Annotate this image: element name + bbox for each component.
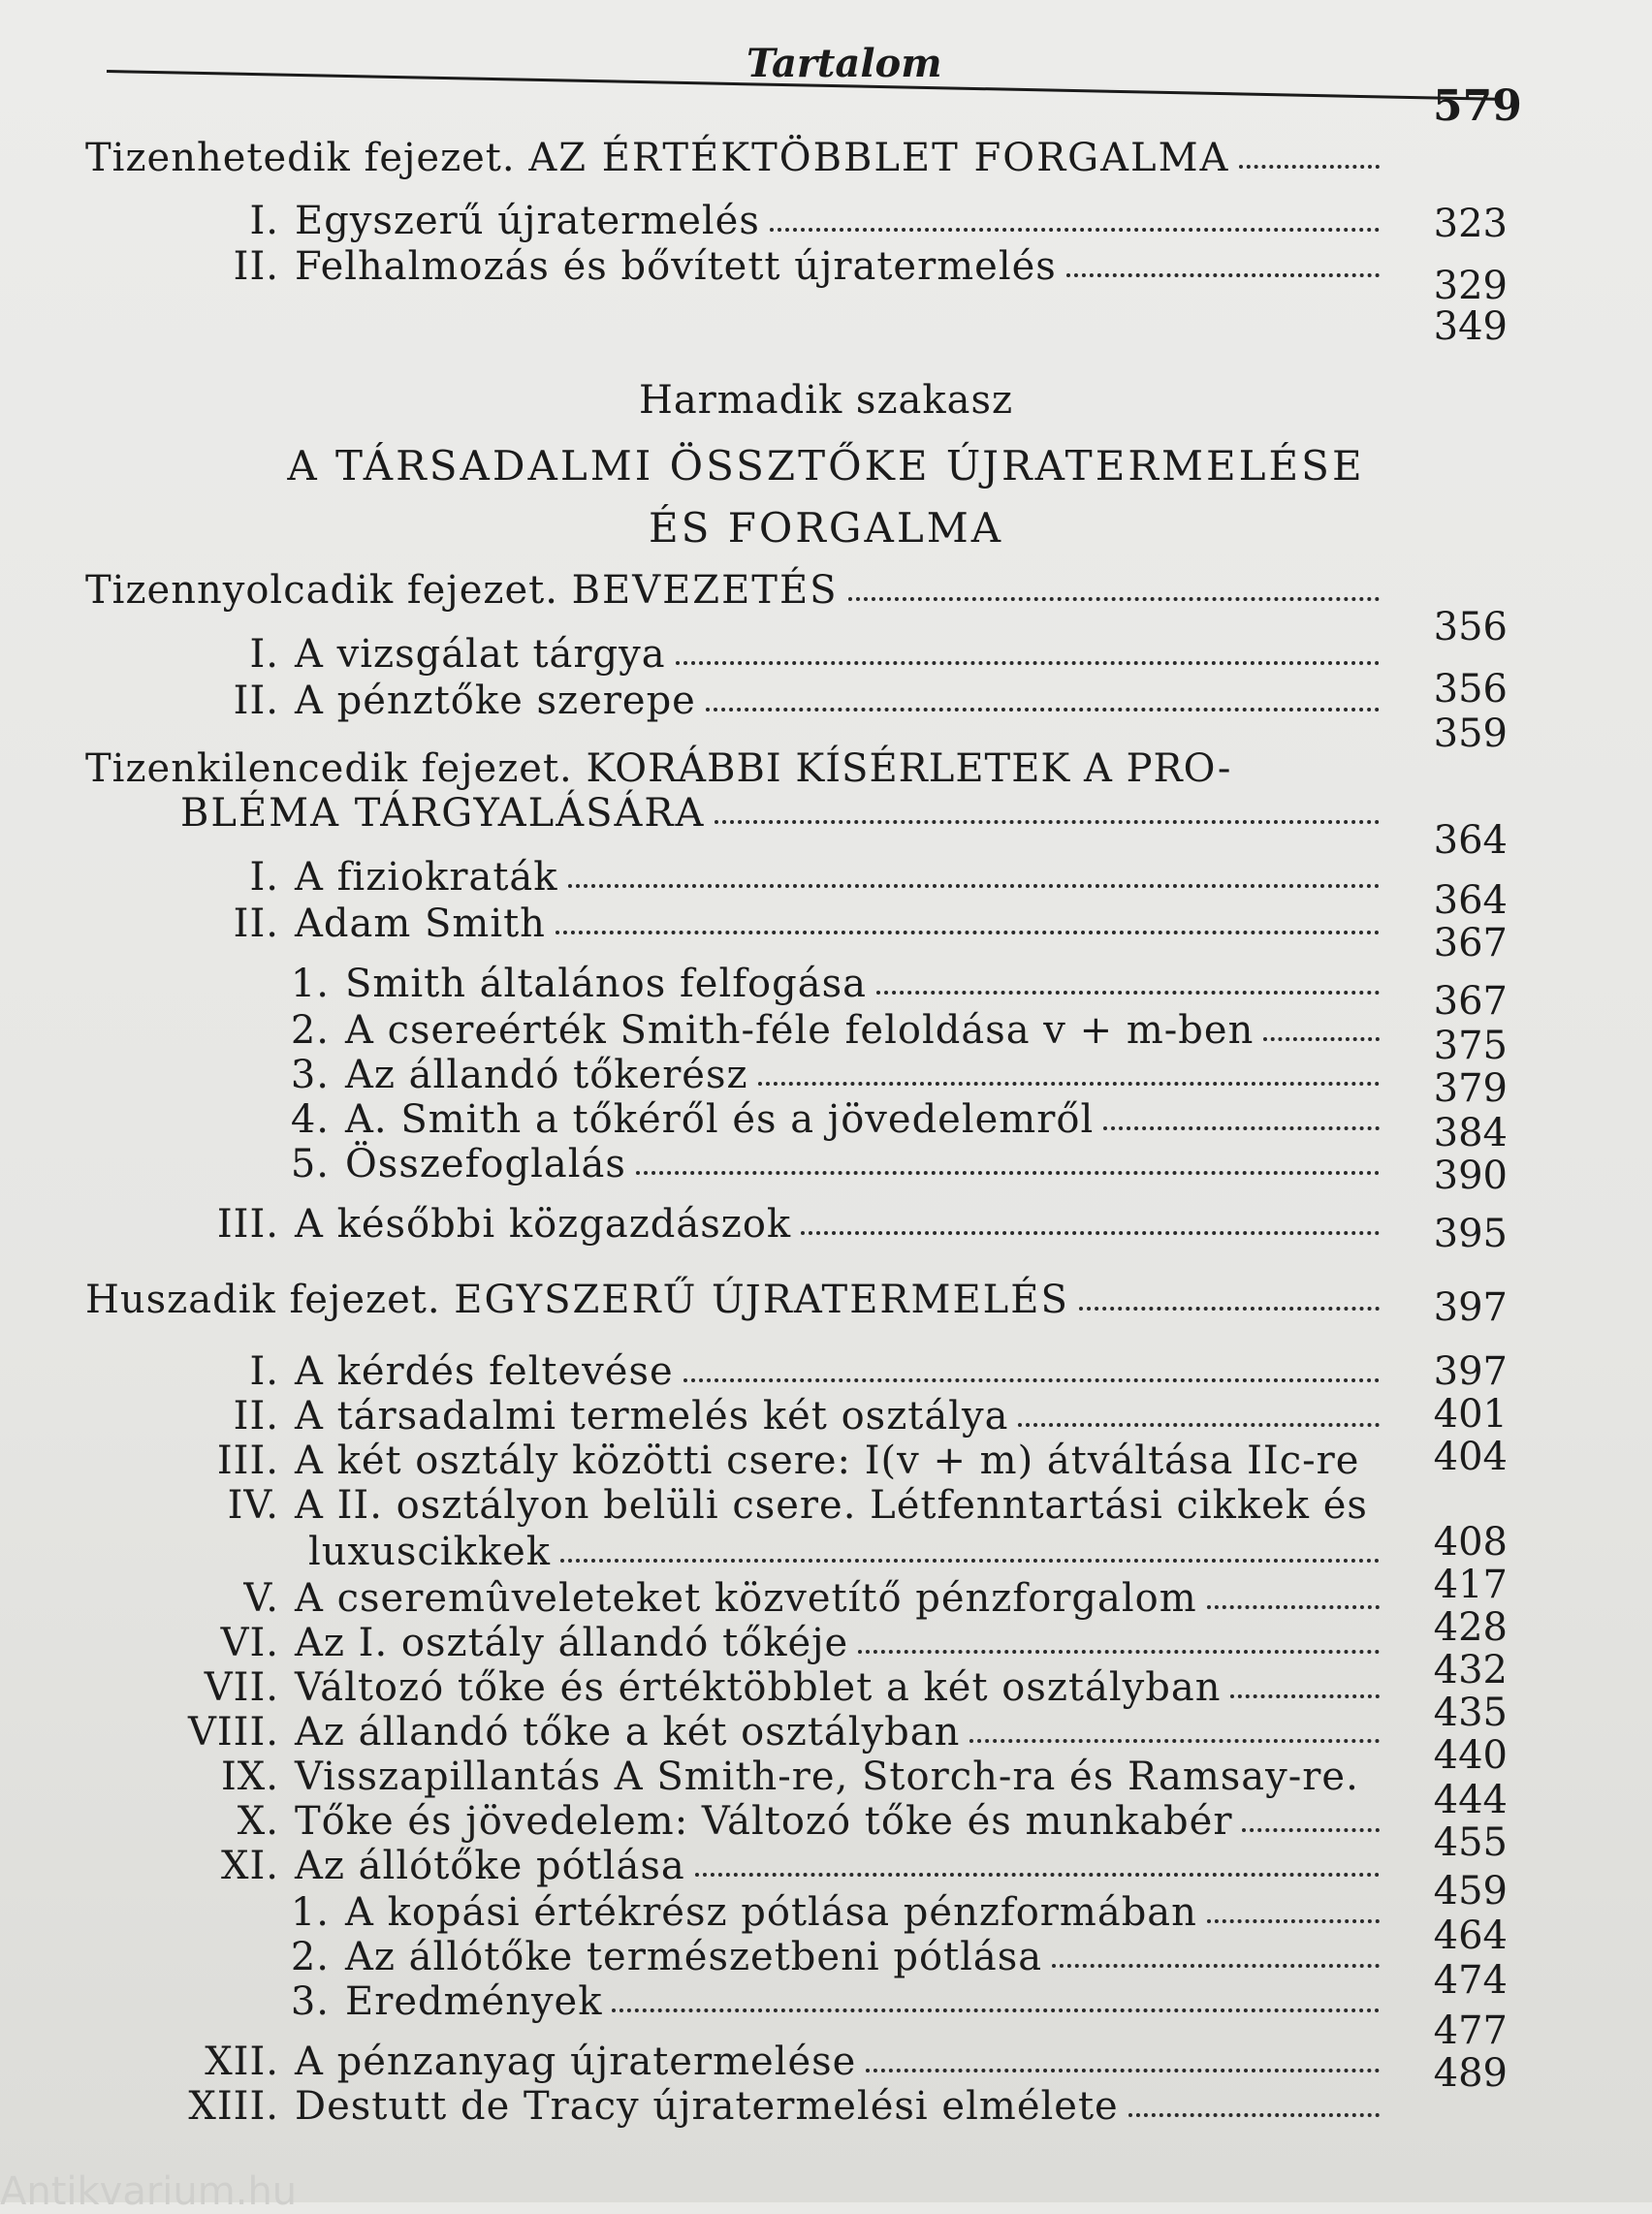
page-ref: 440 — [1433, 1733, 1508, 1778]
page-ref: 435 — [1433, 1691, 1508, 1735]
entry-number: XII. — [205, 2040, 279, 2084]
dot-leader — [770, 222, 1380, 232]
entry-title: Az állótőke természetbeni pótlása — [345, 1935, 1043, 1979]
dot-leader — [1207, 1599, 1380, 1609]
dot-leader — [876, 985, 1380, 995]
toc-entry-chapter-17[interactable] — [85, 136, 1389, 190]
watermark: Antikvarium.hu — [0, 2169, 298, 2214]
entry-number: VII. — [204, 1665, 279, 1710]
page-ref: 404 — [1433, 1435, 1508, 1479]
entry-number: I. — [249, 1349, 279, 1394]
entry-title: A társadalmi termelés két osztálya — [295, 1394, 1009, 1439]
entry-title: A pénzanyag újratermelése — [295, 2040, 857, 2084]
entry-title: Összefoglalás — [345, 1142, 626, 1186]
running-header-title: Tartalom — [747, 41, 942, 86]
entry-title: Visszapillantás A Smith-re, Storch-ra és Ramsay-re. — [295, 1755, 1359, 1799]
page-ref: 489 — [1433, 2051, 1508, 2096]
entry-number: VI. — [220, 1621, 279, 1665]
entry-number: 1. — [290, 1890, 330, 1935]
entry-title: A pénztőke szerepe — [295, 679, 696, 723]
entry-number: X. — [237, 1799, 279, 1844]
dot-leader — [636, 1165, 1380, 1175]
entry-title: Adam Smith — [295, 901, 546, 946]
dot-leader — [969, 1733, 1380, 1743]
toc-entry[interactable] — [165, 1202, 1389, 1256]
dot-leader — [1066, 268, 1380, 277]
page-ref: 432 — [1433, 1648, 1508, 1692]
dot-leader — [1103, 1121, 1380, 1130]
entry-title: Változó tőke és értéktöbblet a két osztályban — [295, 1665, 1222, 1710]
entry-title: Felhalmozás és bővített újratermelés — [295, 244, 1057, 289]
entry-number: 3. — [290, 1053, 330, 1097]
entry-title: Az I. osztály állandó tőkéje — [295, 1621, 849, 1665]
dot-leader — [1230, 1689, 1380, 1698]
section-title-line-2: ÉS FORGALMA — [648, 504, 1004, 552]
toc-subentry[interactable] — [165, 1979, 1389, 2034]
entry-number: II. — [233, 244, 279, 289]
chapter-prefix: Huszadik fejezet. — [85, 1278, 441, 1322]
entry-title: Az állandó tőke a két osztályban — [295, 1710, 961, 1755]
page-ref: 379 — [1433, 1066, 1508, 1111]
entry-title: Egyszerű újratermelés — [295, 199, 760, 243]
dot-leader — [1207, 1914, 1380, 1923]
page-ref: 455 — [1433, 1820, 1508, 1865]
toc-entry[interactable] — [165, 679, 1389, 733]
page-ref: 417 — [1433, 1563, 1508, 1607]
entry-title: Az állandó tőkerész — [345, 1053, 748, 1097]
entry-number: II. — [233, 901, 279, 946]
entry-number: V. — [243, 1576, 279, 1621]
page-ref: 364 — [1433, 818, 1508, 863]
entry-number: 4. — [290, 1097, 330, 1142]
page-ref: 459 — [1433, 1869, 1508, 1914]
page-ref: 367 — [1433, 921, 1508, 965]
dot-leader — [1079, 1301, 1380, 1311]
entry-title: A cseremûveleteket közvetítő pénzforgalom — [295, 1576, 1197, 1621]
page-ref: 408 — [1433, 1520, 1508, 1565]
dot-leader — [715, 814, 1380, 824]
dot-leader — [683, 1373, 1380, 1382]
page-ref: 375 — [1433, 1024, 1508, 1068]
page-ref: 397 — [1433, 1349, 1508, 1394]
entry-title: A kopási értékrész pótlása pénzformában — [345, 1890, 1197, 1935]
dot-leader — [758, 1076, 1380, 1086]
entry-number: 5. — [290, 1142, 330, 1186]
toc-entry-chapter-18[interactable] — [85, 568, 1389, 622]
dot-leader — [848, 591, 1380, 601]
page-ref: 474 — [1433, 1958, 1508, 2003]
section-label: Harmadik szakasz — [638, 378, 1014, 423]
entry-title: A fiziokraták — [295, 855, 558, 900]
dot-leader — [1018, 1417, 1380, 1427]
entry-title: Destutt de Tracy újratermelési elmélete — [295, 2084, 1119, 2129]
entry-number: 2. — [290, 1935, 330, 1979]
page-ref: 397 — [1433, 1285, 1508, 1330]
toc-entry[interactable] — [165, 901, 1389, 956]
page-ref: 428 — [1433, 1605, 1508, 1650]
entry-number: IV. — [227, 1483, 279, 1528]
dot-leader — [866, 2063, 1380, 2072]
entry-number: 2. — [290, 1008, 330, 1053]
chapter-title: BEVEZETÉS — [571, 568, 839, 613]
chapter-prefix: Tizennyolcadik fejezet. — [85, 568, 558, 613]
chapter-title: EGYSZERŰ ÚJRATERMELÉS — [454, 1278, 1069, 1322]
entry-number: II. — [233, 679, 279, 723]
toc-subentry[interactable] — [165, 1142, 1389, 1196]
entry-title: A II. osztályon belüli csere. Létfenntartási cikkek és — [295, 1483, 1368, 1528]
toc-entry[interactable] — [165, 244, 1389, 299]
dot-leader — [801, 1225, 1380, 1235]
entry-number: I. — [249, 855, 279, 900]
page-number: 579 — [1433, 81, 1522, 131]
entry-title-cont: luxuscikkek — [308, 1530, 551, 1574]
dot-leader — [1239, 159, 1380, 169]
entry-title: Az állótőke pótlása — [295, 1844, 685, 1888]
chapter-19-line-1[interactable]: Tizenkilencedik fejezet. KORÁBBI KÍSÉRLETEK A PRO- — [85, 746, 1232, 791]
chapter-title-cont: BLÉMA TÁRGYALÁSÁRA — [180, 791, 706, 836]
entry-title: A vizsgálat tárgya — [295, 632, 666, 677]
toc-entry[interactable] — [165, 2084, 1389, 2138]
entry-title: A. Smith a tőkéről és a jövedelemről — [345, 1097, 1095, 1142]
dot-leader — [612, 2003, 1380, 2012]
page-ref: 356 — [1433, 605, 1508, 649]
entry-title: A két osztály közötti csere: I(v + m) átváltása IIc-re — [295, 1439, 1360, 1483]
entry-number: 1. — [290, 962, 330, 1006]
page-ref: 356 — [1433, 667, 1508, 712]
dot-leader — [706, 702, 1380, 712]
entry-number: VIII. — [187, 1710, 279, 1755]
page-ref: 384 — [1433, 1111, 1508, 1155]
entry-number: I. — [249, 199, 279, 243]
entry-number: 3. — [290, 1979, 330, 2024]
chapter-title: AZ ÉRTÉKTÖBBLET FORGALMA — [528, 136, 1230, 180]
entry-number: IX. — [221, 1755, 279, 1799]
page-ref: 390 — [1433, 1154, 1508, 1198]
entry-title: A kérdés feltevése — [295, 1349, 674, 1394]
dot-leader — [1052, 1958, 1380, 1968]
dot-leader — [858, 1644, 1380, 1654]
page-ref: 367 — [1433, 979, 1508, 1024]
entry-number: II. — [233, 1394, 279, 1439]
entry-title: A későbbi közgazdászok — [295, 1202, 792, 1247]
dot-leader — [676, 655, 1380, 665]
page-ref: 349 — [1433, 304, 1508, 349]
entry-number: XI. — [221, 1844, 279, 1888]
toc-entry-chapter-20[interactable] — [85, 1278, 1389, 1332]
page-ref: 329 — [1433, 264, 1508, 308]
page-ref: 364 — [1433, 878, 1508, 923]
entry-number: III. — [216, 1202, 279, 1247]
entry-title: Eredmények — [345, 1979, 603, 2024]
dot-leader — [1128, 2107, 1380, 2117]
entry-title: Smith általános felfogása — [345, 962, 867, 1006]
page-ref: 477 — [1433, 2008, 1508, 2053]
entry-title: Tőke és jövedelem: Változó tőke és munkabér — [295, 1799, 1233, 1844]
dot-leader — [556, 925, 1380, 934]
dot-leader — [1242, 1822, 1380, 1832]
page-ref: 444 — [1433, 1778, 1508, 1822]
dot-leader — [1263, 1031, 1380, 1041]
entry-title: A csereérték Smith-féle feloldása v + m-ben — [345, 1008, 1255, 1053]
entry-number: III. — [216, 1439, 279, 1483]
dot-leader — [695, 1867, 1380, 1877]
page-ref: 395 — [1433, 1212, 1508, 1256]
entry-number: I. — [249, 632, 279, 677]
entry-number: XIII. — [188, 2084, 279, 2129]
chapter-prefix: Tizenhetedik fejezet. — [85, 136, 516, 180]
page-ref: 401 — [1433, 1392, 1508, 1437]
page-ref: 323 — [1433, 202, 1508, 246]
toc-entry-chapter-19[interactable] — [180, 791, 1389, 845]
dot-leader — [568, 878, 1380, 888]
page-ref: 359 — [1433, 712, 1508, 756]
dot-leader — [560, 1553, 1380, 1563]
page-ref: 464 — [1433, 1914, 1508, 1958]
section-title-line-1: A TÁRSADALMI ÖSSZTŐKE ÚJRATERMELÉSE — [287, 442, 1365, 490]
